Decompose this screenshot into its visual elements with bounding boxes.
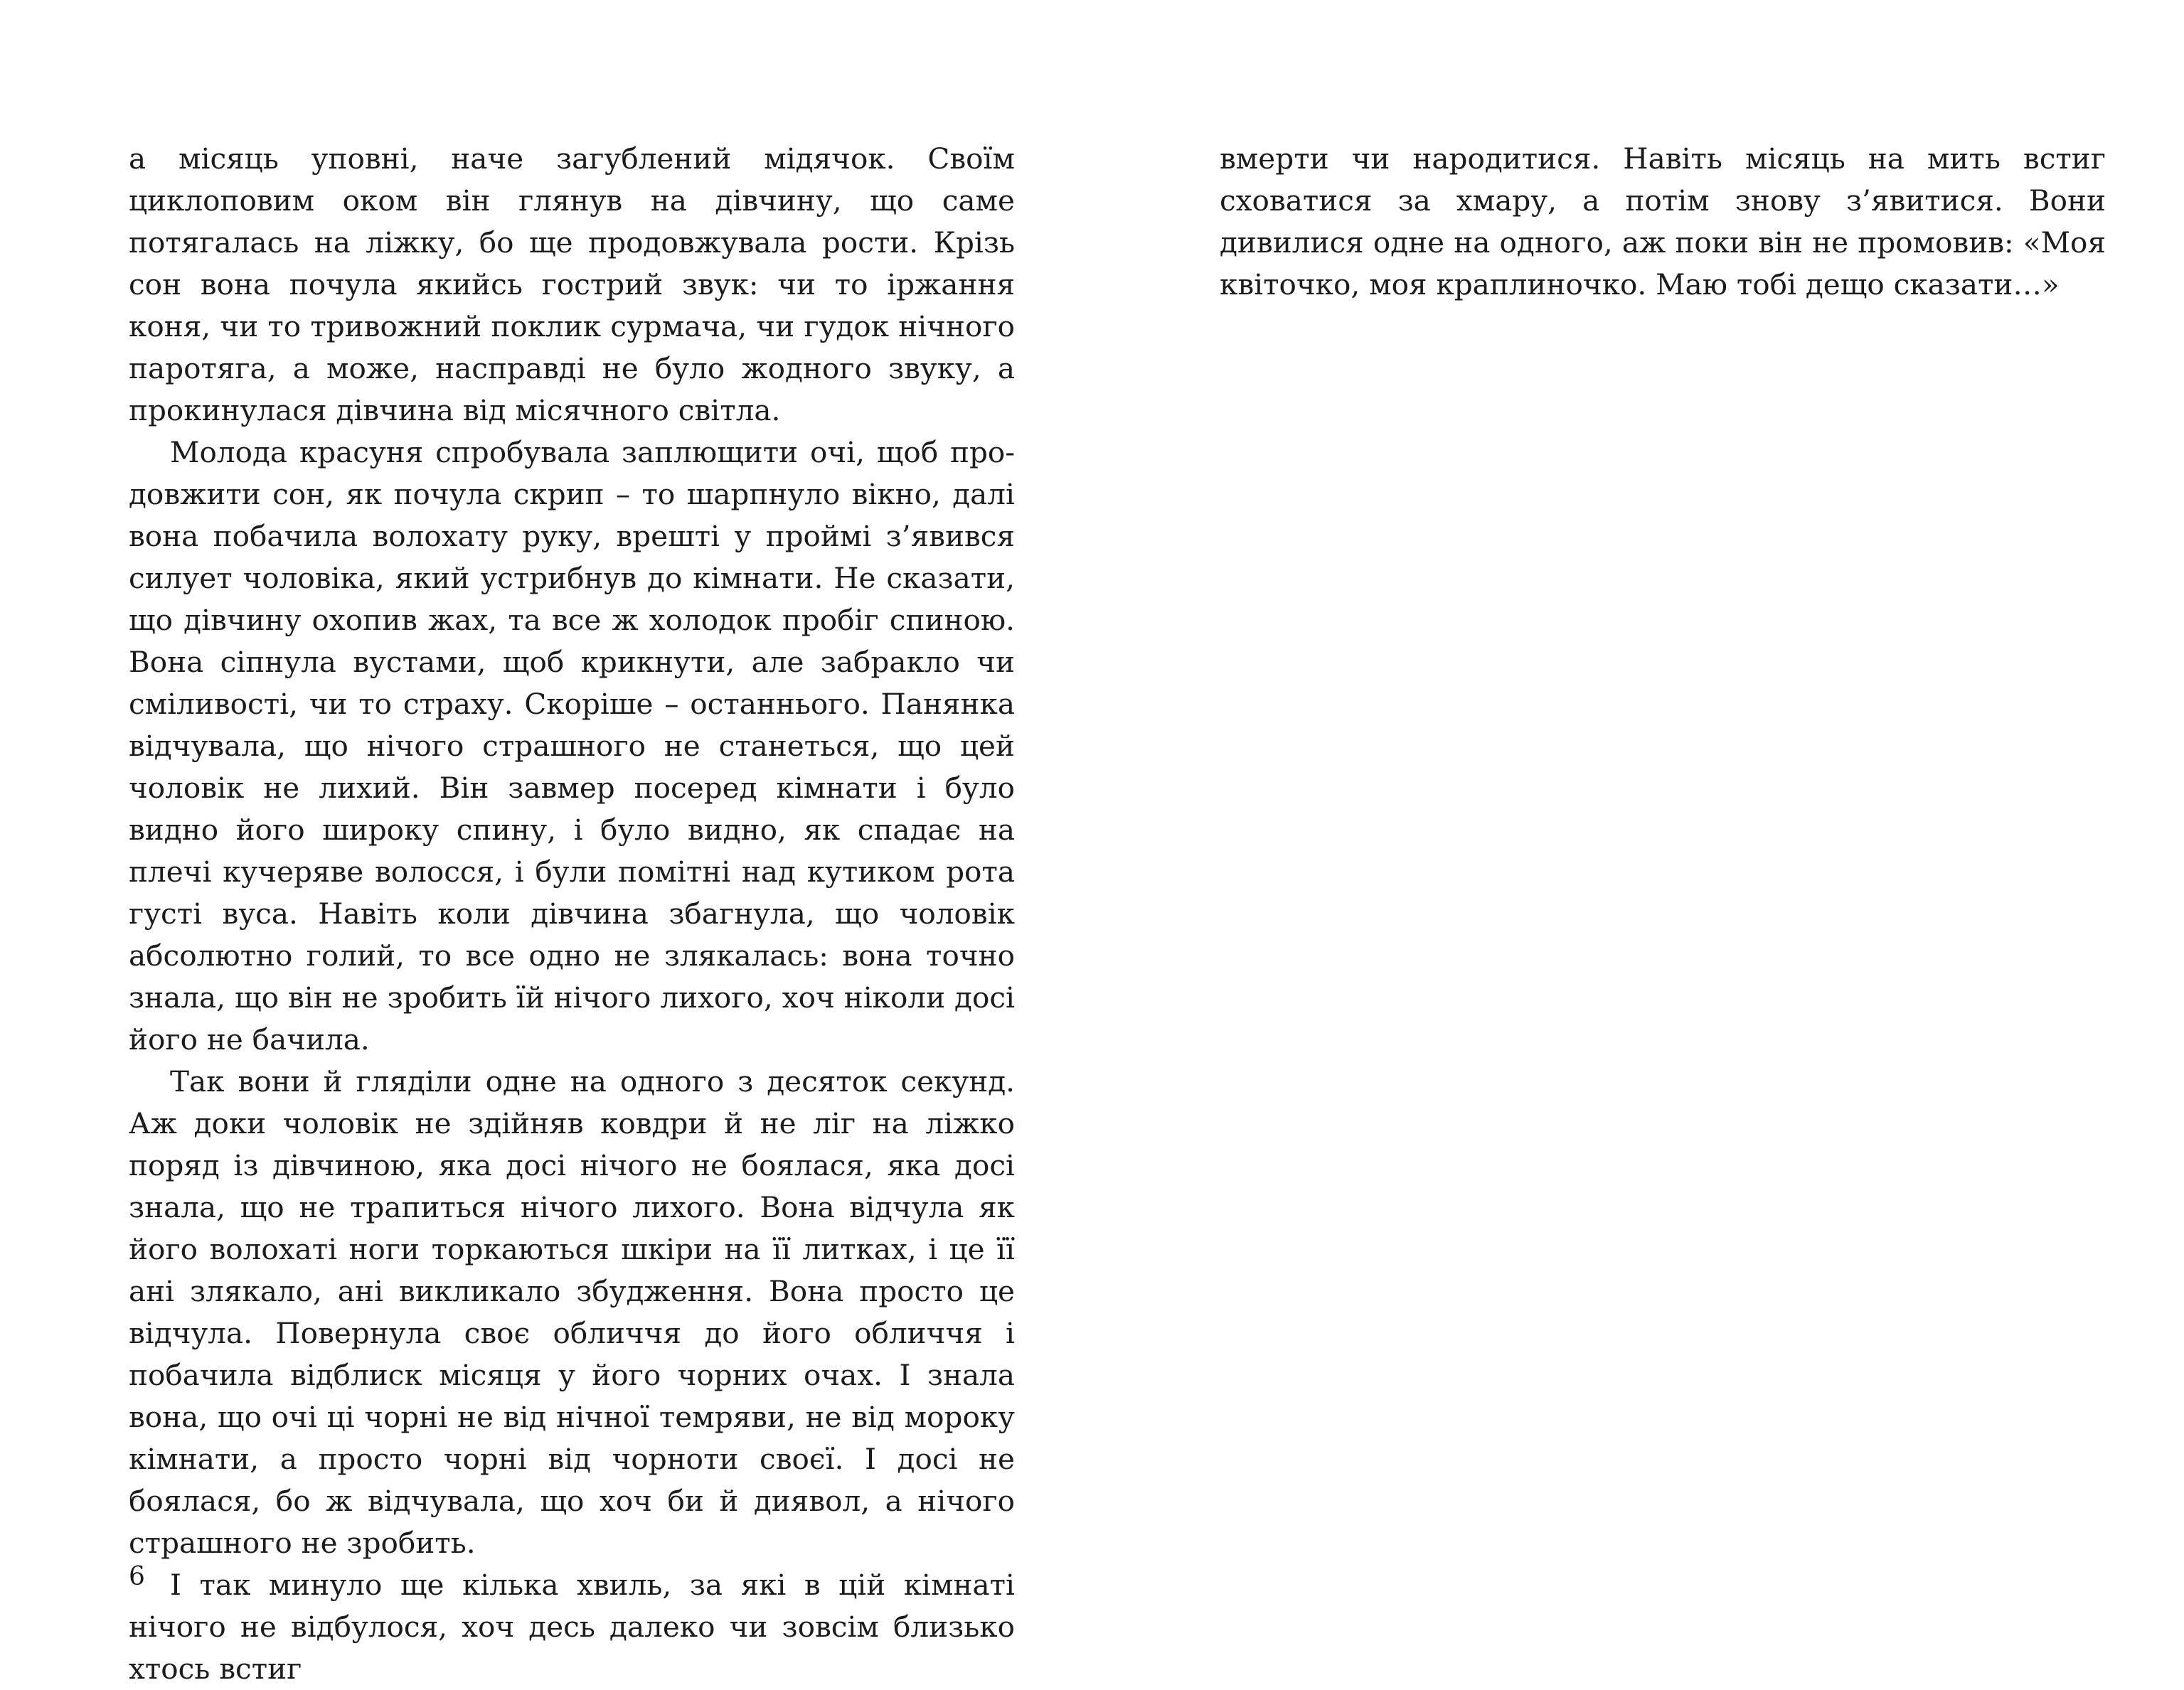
right-page-text bbox=[1220, 138, 2106, 306]
right-page bbox=[1092, 0, 2184, 1680]
paragraph: І так минуло ще кілька хвиль, за які в цій кімнаті нічого не відбулося, хоч десь далеко чи зовсім близько хтось встиг bbox=[129, 1568, 1015, 1686]
left-page bbox=[0, 0, 1092, 1686]
left-page-text bbox=[129, 138, 1015, 1690]
paragraph: Так вони й гляділи одне на одного з десяток секунд. Аж доки чоловік не здійняв ковдри й не ліг на ліжко поряд із дівчиною, яка досі нічого не боялася, яка досі знала, що не трапиться нічого лихого. Вона відчула як його волохаті ноги торкаються шкіри на її литках, і це її ані злякало, ані викликало збудження. Вона просто це відчула. Повернула своє обличчя до його обличчя і побачила відблиск місяця у його чорних очах. І знала вона, що очі ці чорні не від нічної темряви, не від мороку кімнати, а просто чорні від чорноти своєї. І досі не боялася, бо ж відчувала, що хоч би й диявол, а нічого страшного не зробить. bbox=[129, 1064, 1015, 1560]
paragraph: а місяць уповні, наче загублений мідячок. Своїм циклоповим оком він глянув на дівчину, що саме потягалась на ліжку, бо ще продовжувала рости. Крізь сон вона почула якийсь гострий звук: чи то іржання коня, чи то тривожний поклик сурмача, чи гудок нічного паротяга, а може, насправді не було жодного звуку, а прокинулася дівчина від місячного світла. bbox=[129, 141, 1015, 427]
paragraph: вмерти чи народитися. Навіть місяць на мить встиг сховатися за хмару, а потім знову з’явитися. Вони дивилися одне на одного, аж поки він не промовив: «Моя квіточко, моя краплиночко. Маю тобі дещо сказати…» bbox=[1220, 141, 2106, 301]
page-number: 6 bbox=[129, 1562, 145, 1591]
paragraph: Молода красуня спробувала заплющити очі, щоб продовжити сон, як почула скрип – то шарпнуло вікно, далі вона побачила волохату руку, врешті у проймі з’явився силует чоловіка, який устрибнув до кімнати. Не сказати, що дівчину охопив жах, та все ж холодок пробіг спиною. Вона сіпнула вустами, щоб крикнути, але забракло чи сміливості, чи то страху. Скоріше – останнього. Панянка відчувала, що нічого страшного не станеться, що цей чоловік не лихий. Він завмер посеред кімнати і було видно його широку спину, і було видно, як спадає на плечі кучеряве волосся, і були помітні над кутиком рота густі вуса. Навіть коли дівчина збагнула, що чоловік абсолютно голий, то все одно не злякалась: вона точно знала, що він не зробить їй нічого лихого, хоч ніколи досі його не бачила. bbox=[129, 435, 1015, 1057]
